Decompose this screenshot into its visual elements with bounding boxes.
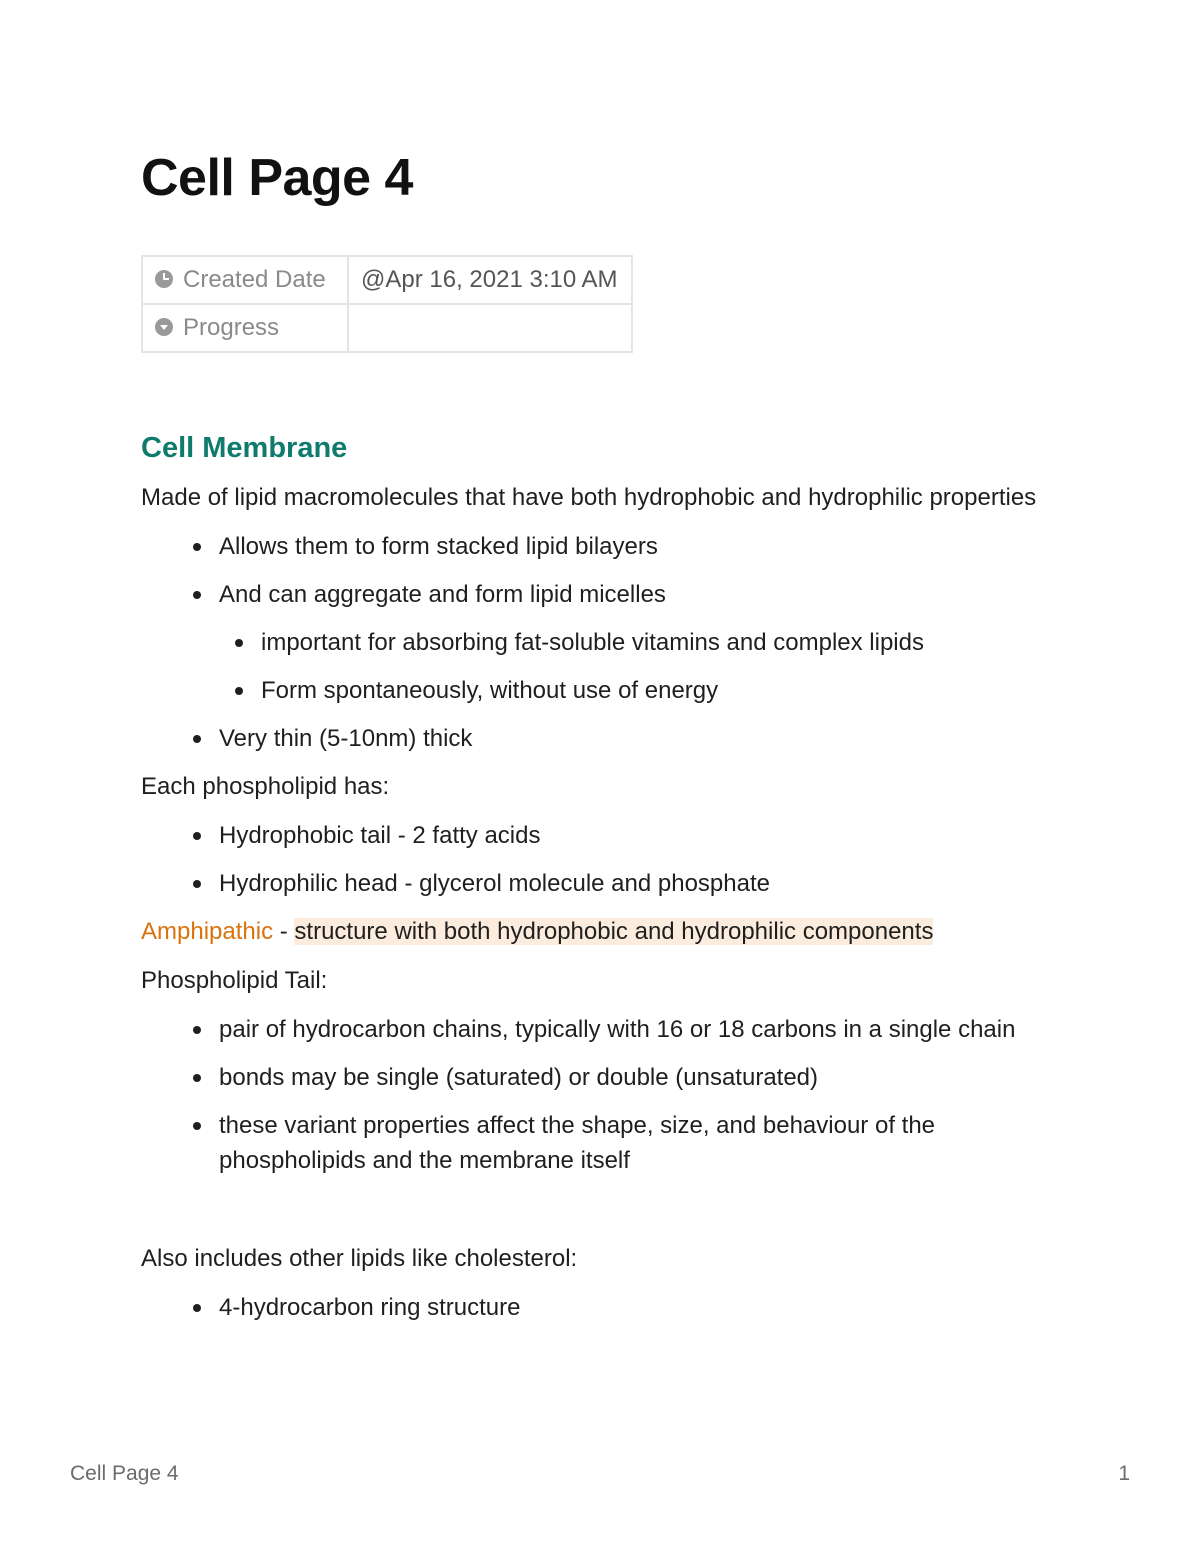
property-row-progress bbox=[142, 304, 632, 352]
list-item-text: And can aggregate and form lipid micelles bbox=[219, 581, 666, 608]
cholesterol-intro: Also includes other lipids like cholesterol: bbox=[141, 1245, 578, 1272]
properties-table bbox=[141, 255, 633, 353]
amphipathic-term: Amphipathic bbox=[141, 918, 274, 945]
property-label: Progress bbox=[183, 314, 280, 341]
amphipathic-definition bbox=[141, 914, 1071, 949]
section-heading: Cell Membrane bbox=[141, 432, 348, 464]
cholesterol-bullet-list bbox=[141, 1290, 1071, 1325]
list-item: bonds may be single (saturated) or double (unsaturated) bbox=[141, 1060, 1071, 1095]
definition-separator: - bbox=[273, 918, 295, 945]
blank-line bbox=[141, 1191, 1071, 1241]
page-content bbox=[141, 428, 1071, 1338]
property-key bbox=[142, 304, 348, 352]
phospholipid-bullet-list bbox=[141, 818, 1071, 901]
page-number: 1 bbox=[1118, 1462, 1130, 1485]
list-item bbox=[141, 577, 1071, 708]
list-item: Very thin (5-10nm) thick bbox=[141, 721, 1071, 756]
nested-bullet-list bbox=[141, 625, 1071, 708]
page-title: Cell Page 4 bbox=[141, 149, 413, 207]
property-key bbox=[142, 256, 348, 304]
select-icon bbox=[155, 318, 173, 336]
intro-paragraph: Made of lipid macromolecules that have both hydrophobic and hydrophilic properties bbox=[141, 484, 1037, 511]
property-row-created-date bbox=[142, 256, 632, 304]
property-value bbox=[348, 304, 632, 352]
property-value: @Apr 16, 2021 3:10 AM bbox=[348, 256, 632, 304]
list-item: important for absorbing fat-soluble vitamins and complex lipids bbox=[141, 625, 1071, 660]
list-item: Hydrophobic tail - 2 fatty acids bbox=[141, 818, 1071, 853]
list-item: Hydrophilic head - glycerol molecule and phosphate bbox=[141, 866, 1071, 901]
list-item: these variant properties affect the shape, size, and behaviour of the phospholipids and the membrane itself bbox=[141, 1108, 1071, 1178]
property-label: Created Date bbox=[183, 266, 326, 293]
list-item: 4-hydrocarbon ring structure bbox=[141, 1290, 1071, 1325]
highlighted-definition: structure with both hydrophobic and hydrophilic components bbox=[294, 918, 934, 945]
list-item: pair of hydrocarbon chains, typically with 16 or 18 carbons in a single chain bbox=[141, 1012, 1071, 1047]
phospholipid-intro: Each phospholipid has: bbox=[141, 773, 390, 800]
intro-bullet-list bbox=[141, 529, 1071, 756]
list-item: Form spontaneously, without use of energy bbox=[141, 673, 1071, 708]
list-item: Allows them to form stacked lipid bilayers bbox=[141, 529, 1071, 564]
tail-intro: Phospholipid Tail: bbox=[141, 967, 328, 994]
tail-bullet-list bbox=[141, 1012, 1071, 1178]
footer-title: Cell Page 4 bbox=[70, 1462, 179, 1485]
clock-icon bbox=[155, 270, 173, 288]
